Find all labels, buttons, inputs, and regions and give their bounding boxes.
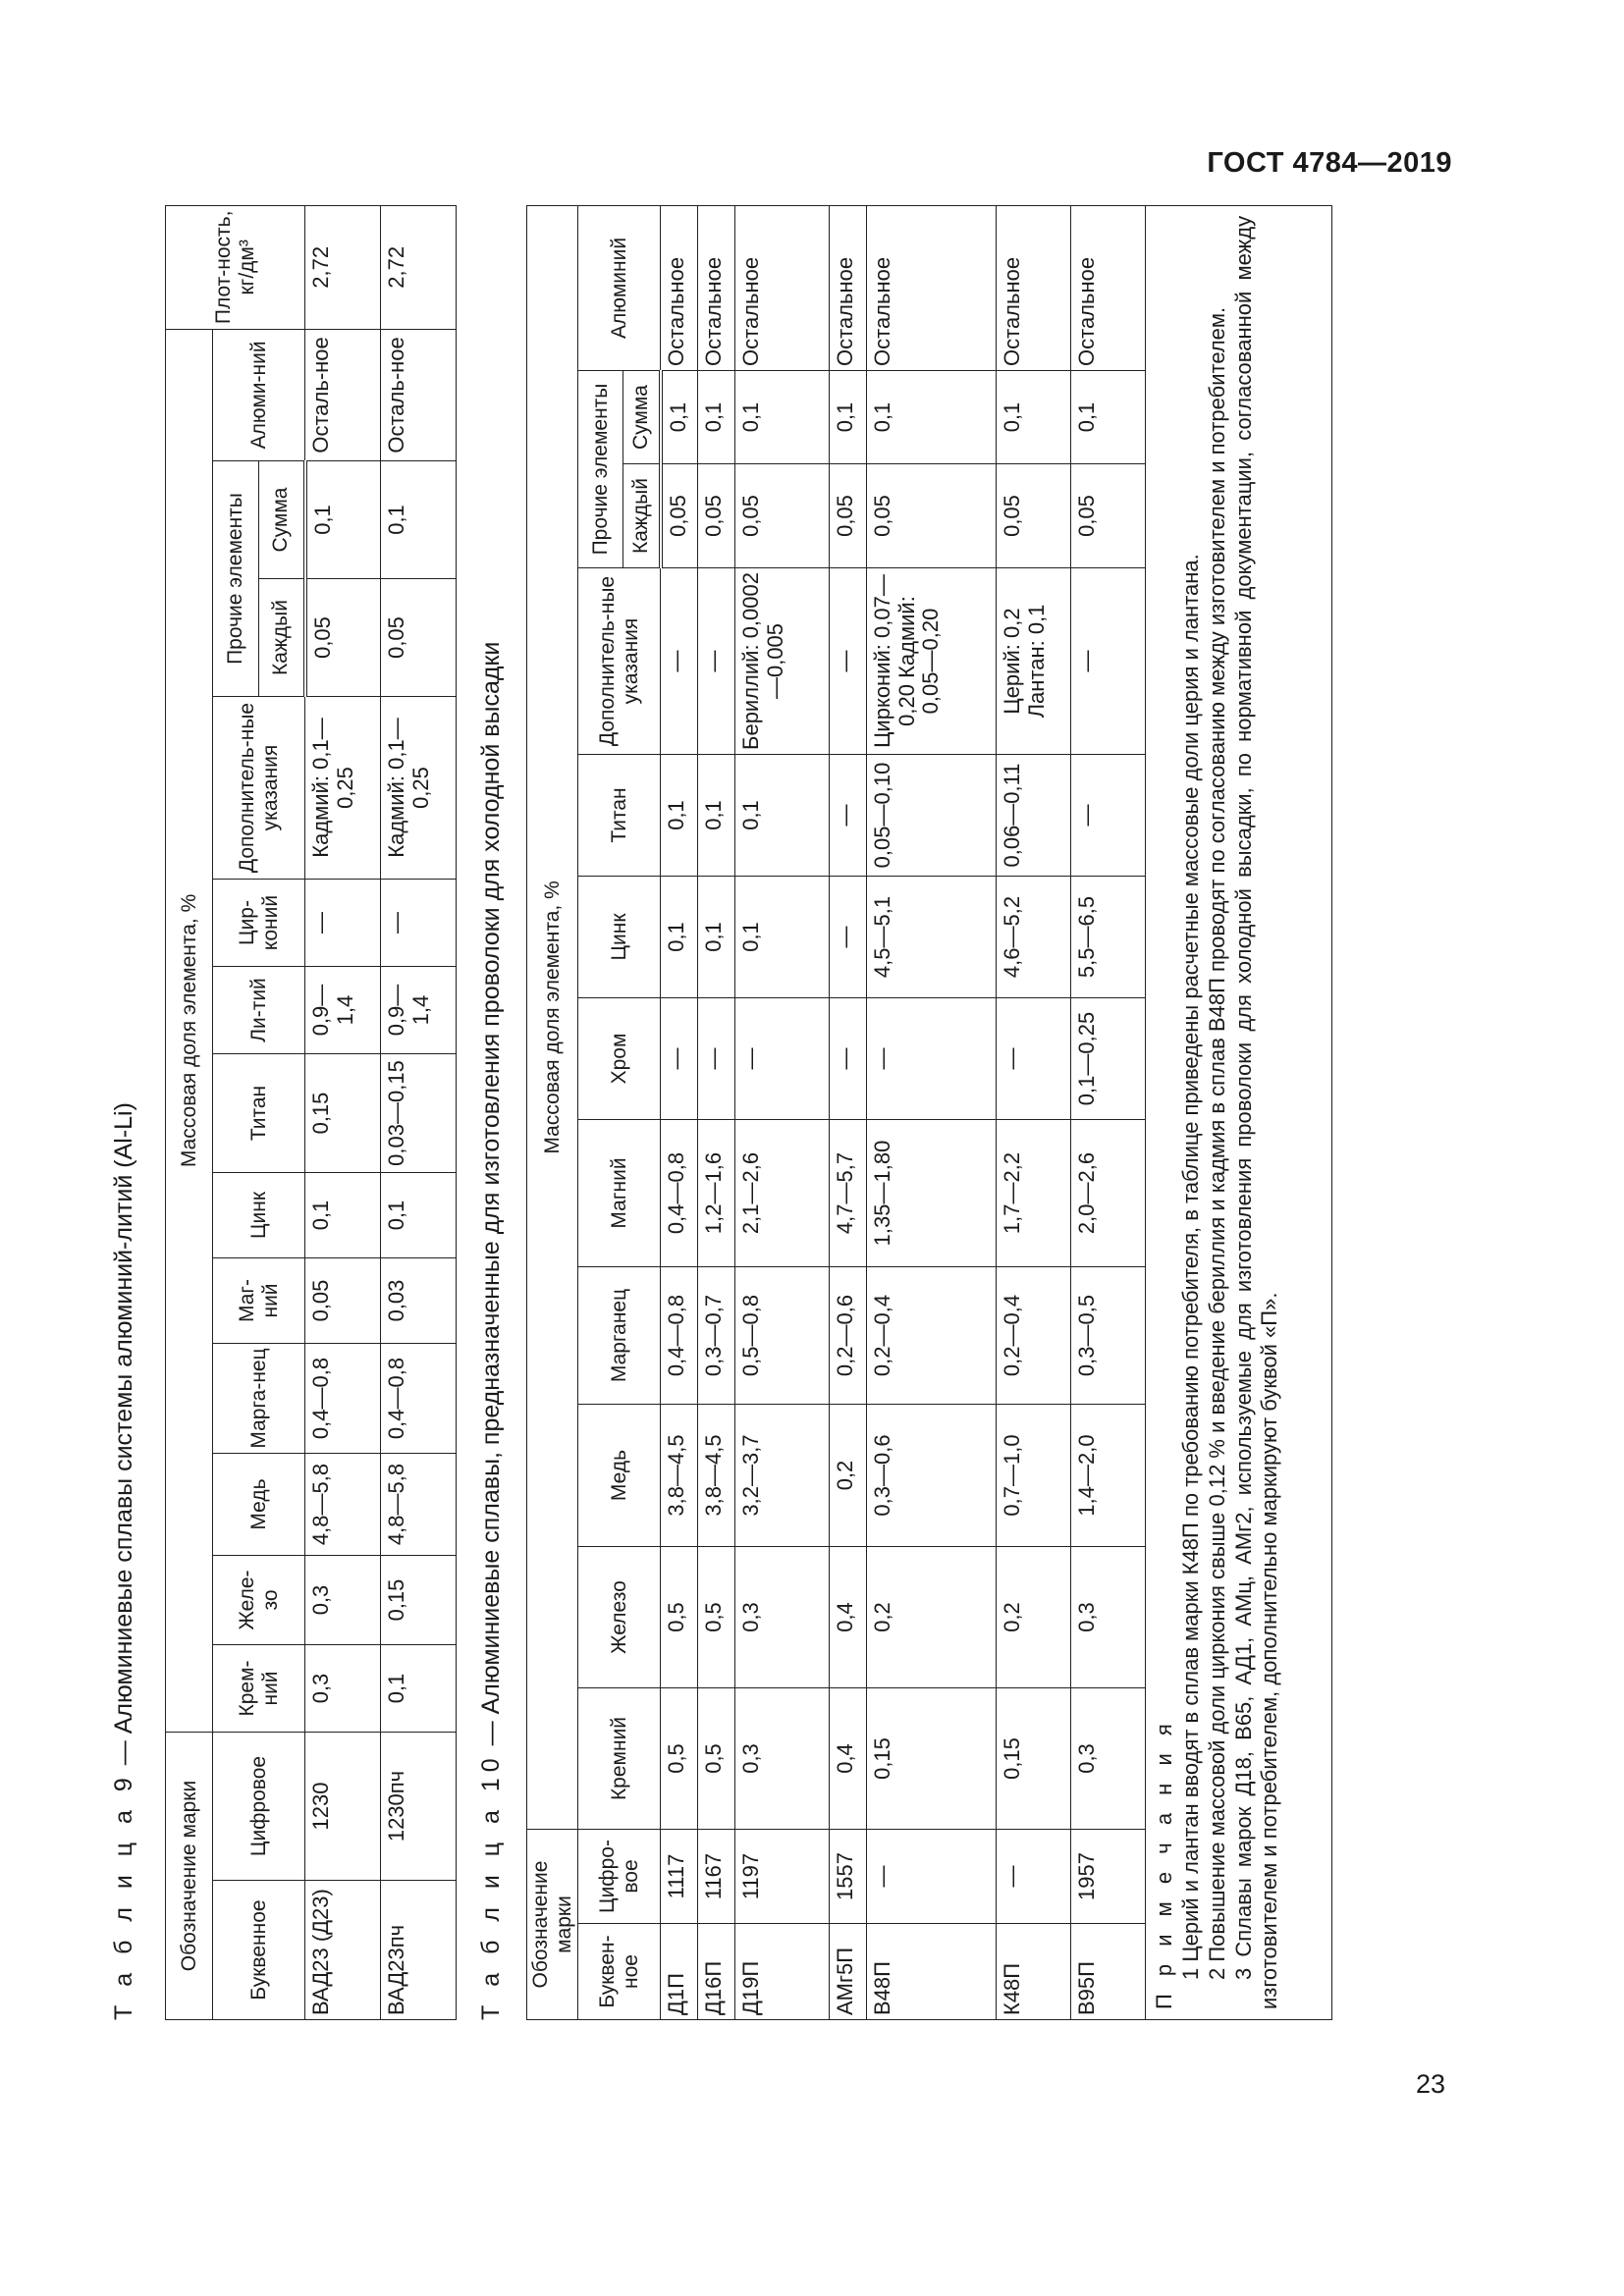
table-cell: Остальное — [997, 205, 1071, 370]
table-cell: 0,5 — [661, 1547, 698, 1688]
table-cell: Осталь-ное — [381, 329, 457, 460]
table9-element-header: Титан — [213, 1054, 305, 1173]
table9-other-elements-header: Прочие элементы — [213, 461, 259, 697]
table10-aluminum-header: Алюминий — [578, 205, 661, 370]
table10-caption-text: — Алюминиевые сплавы, предназначенные для изготовления проволоки для холодной высадки — [477, 641, 505, 1753]
table-cell: 0,4 — [830, 1688, 867, 1830]
table-cell: 0,1 — [305, 461, 381, 579]
table-cell: 0,2 — [830, 1405, 867, 1547]
table-cell: К48П — [997, 1924, 1071, 2020]
table-cell: — — [830, 568, 867, 755]
table-cell: 2,72 — [381, 205, 457, 329]
table-cell: 0,1 — [305, 1173, 381, 1258]
table10-digital-header: Цифро-вое — [578, 1830, 661, 1924]
table-cell: Осталь-ное — [305, 329, 381, 460]
table-cell: 0,2—0,4 — [867, 1267, 997, 1405]
table-cell: 0,05 — [867, 464, 997, 568]
table-cell: 1167 — [698, 1830, 735, 1924]
table10 — [526, 205, 1332, 2020]
table-cell: Остальное — [1071, 205, 1146, 370]
table-cell: 0,2 — [997, 1547, 1071, 1688]
table-cell: АМг5П — [830, 1924, 867, 2020]
table-cell: — — [997, 1830, 1071, 1924]
table-cell: 0,4 — [830, 1547, 867, 1688]
table-cell: 4,7—5,7 — [830, 1120, 867, 1267]
table10-element-header: Цинк — [578, 877, 661, 998]
table10-element-header: Титан — [578, 755, 661, 877]
table-cell: Остальное — [735, 205, 830, 370]
table10-designation-header: Обозначение марки — [527, 1830, 578, 2020]
table9-each-header: Каждый — [259, 579, 305, 697]
table9-designation-header: Обозначение марки — [166, 1733, 213, 2020]
table-cell: ВАД23 (Д23) — [305, 1881, 381, 2020]
table-cell: Церий: 0,2 Лантан: 0,1 — [997, 568, 1071, 755]
table-cell: 0,1 — [698, 755, 735, 877]
table-cell: 1230 — [305, 1733, 381, 1881]
table9-mass-fraction-header: Массовая доля элемента, % — [166, 329, 213, 1732]
table-cell: 0,7—1,0 — [997, 1405, 1071, 1547]
table10-caption — [479, 642, 504, 2020]
table-cell: 0,5 — [661, 1688, 698, 1830]
table-cell: 0,3—0,7 — [698, 1267, 735, 1405]
table9-caption — [112, 1102, 136, 2020]
table-cell: Остальное — [867, 205, 997, 370]
table-cell: 0,15 — [381, 1556, 457, 1645]
table-cell: 3,8—4,5 — [661, 1405, 698, 1547]
table-cell: 0,4—0,8 — [305, 1344, 381, 1454]
table-row — [661, 205, 698, 2019]
table-cell: 0,3 — [735, 1688, 830, 1830]
table-cell: ВАД23пч — [381, 1881, 457, 2020]
table-row — [1071, 205, 1146, 2019]
table10-element-header: Медь — [578, 1405, 661, 1547]
table-cell: — — [661, 998, 698, 1120]
table10-sum-header: Сумма — [623, 371, 661, 464]
table-cell: 0,05 — [830, 464, 867, 568]
table-cell: 0,3 — [305, 1556, 381, 1645]
table-cell: Д16П — [698, 1924, 735, 2020]
table9-element-header: Цир-коний — [213, 880, 305, 967]
table-cell: 0,05 — [997, 464, 1071, 568]
table-cell: 0,1 — [830, 371, 867, 464]
table-cell: Кадмий: 0,1—0,25 — [381, 697, 457, 880]
table10-element-header: Железо — [578, 1547, 661, 1688]
table-cell: 0,4—0,8 — [381, 1344, 457, 1454]
notes-heading: П р и м е ч а н и я — [1152, 1718, 1177, 2009]
table-cell: 0,1 — [661, 755, 698, 877]
note-item: 3 Сплавы марок Д18, В65, АД1, АМц, АМг2, используемые для изготовления проволоки для холодной высадки, по нормативной документации, согласованной между изготовителем и потребителем, дополнительно маркируют буквой «П». — [1230, 215, 1282, 2009]
table-cell: — — [698, 998, 735, 1120]
table9-element-header: Марга-нец — [213, 1344, 305, 1454]
table-cell: 0,05 — [735, 464, 830, 568]
table-cell: 0,1—0,25 — [1071, 998, 1146, 1120]
table-cell: — — [867, 998, 997, 1120]
table-cell: 0,05 — [305, 579, 381, 697]
table-cell: 0,05—0,10 — [867, 755, 997, 877]
table-cell: В48П — [867, 1924, 997, 2020]
table-cell: 0,15 — [867, 1688, 997, 1830]
table9-density-header: Плот-ность, кг/дм³ — [166, 205, 305, 329]
table-cell: 1117 — [661, 1830, 698, 1924]
table-cell: 0,1 — [661, 877, 698, 998]
table-cell: — — [735, 998, 830, 1120]
table9-sum-header: Сумма — [259, 461, 305, 579]
table-cell: — — [1071, 755, 1146, 877]
table-cell: 0,05 — [381, 579, 457, 697]
table-cell: 0,15 — [305, 1054, 381, 1173]
table-cell: 3,8—4,5 — [698, 1405, 735, 1547]
table9-element-header: Ли-тий — [213, 967, 305, 1054]
table-row — [698, 205, 735, 2019]
table-cell: — — [305, 880, 381, 967]
table10-element-header: Кремний — [578, 1688, 661, 1830]
table-cell: 0,1 — [381, 1645, 457, 1733]
table9-letter-header: Буквенное — [213, 1881, 305, 2020]
table-cell: В95П — [1071, 1924, 1146, 2020]
table-cell: Остальное — [661, 205, 698, 370]
table9-digital-header: Цифровое — [213, 1733, 305, 1881]
table-cell: — — [830, 877, 867, 998]
table9-caption-label: Т а б л и ц а 9 — [110, 1772, 137, 2020]
table-cell: 0,2—0,4 — [997, 1267, 1071, 1405]
table10-mass-fraction-header: Массовая доля элемента, % — [527, 205, 578, 1829]
table-cell: 2,0—2,6 — [1071, 1120, 1146, 1267]
table9-caption-text: — Алюминиевые сплавы системы алюминий-литий (Al-Li) — [110, 1102, 137, 1773]
table9-element-header: Цинк — [213, 1173, 305, 1258]
table10-element-header: Хром — [578, 998, 661, 1120]
table-cell: Остальное — [698, 205, 735, 370]
document-header: ГОСТ 4784—2019 — [1207, 147, 1452, 179]
table-cell: 0,05 — [305, 1258, 381, 1344]
table-cell: 0,3—0,6 — [867, 1405, 997, 1547]
table-row — [867, 205, 997, 2019]
table-cell: — — [661, 568, 698, 755]
table-cell: 0,1 — [381, 461, 457, 579]
table9-element-header: Маг-ний — [213, 1258, 305, 1344]
table-cell: Бериллий: 0,0002—0,005 — [735, 568, 830, 755]
table-cell: 0,4—0,8 — [661, 1120, 698, 1267]
table-cell: 0,1 — [867, 371, 997, 464]
table-cell: 0,3 — [1071, 1547, 1146, 1688]
table-cell: 1230пч — [381, 1733, 457, 1881]
table9 — [165, 205, 457, 2020]
table-cell: Остальное — [830, 205, 867, 370]
table-cell: 1,7—2,2 — [997, 1120, 1071, 1267]
table10-letter-header: Буквен-ное — [578, 1924, 661, 2020]
table10-each-header: Каждый — [623, 464, 661, 568]
table-cell: 0,9—1,4 — [381, 967, 457, 1054]
table-cell: 0,2—0,6 — [830, 1267, 867, 1405]
table-cell: — — [830, 755, 867, 877]
table-cell: 0,3 — [1071, 1688, 1146, 1830]
table-cell: 5,5—6,5 — [1071, 877, 1146, 998]
table10-element-header: Марганец — [578, 1267, 661, 1405]
note-item: 2 Повышение массовой доли циркония свыше 0,12 % и введение бериллия и кадмия в сплав В48П проводят по согласованию между изготовителем и потребителем. — [1204, 306, 1229, 1980]
table-cell: 0,06—0,11 — [997, 755, 1071, 877]
table-cell: Д1П — [661, 1924, 698, 2020]
table-row — [305, 205, 381, 2019]
table9-aluminum-header: Алюми-ний — [213, 329, 305, 460]
table-cell: 4,6—5,2 — [997, 877, 1071, 998]
table-cell: 0,2 — [867, 1547, 997, 1688]
table-cell: 0,05 — [661, 464, 698, 568]
table-cell: — — [1071, 568, 1146, 755]
table-cell: 0,1 — [698, 371, 735, 464]
table-cell: 0,1 — [698, 877, 735, 998]
table-cell: 1957 — [1071, 1830, 1146, 1924]
table-cell: — — [830, 998, 867, 1120]
table-row — [997, 205, 1071, 2019]
table9-additional-header: Дополнитель-ные указания — [213, 697, 305, 880]
table-cell: 0,3—0,5 — [1071, 1267, 1146, 1405]
table-cell: Д19П — [735, 1924, 830, 2020]
table-cell: 0,05 — [1071, 464, 1146, 568]
table-cell: 3,2—3,7 — [735, 1405, 830, 1547]
table-cell: 0,1 — [381, 1173, 457, 1258]
table-cell: 0,3 — [735, 1547, 830, 1688]
table10-notes — [1146, 205, 1332, 2019]
table-cell: 0,05 — [698, 464, 735, 568]
table-cell: 0,5 — [698, 1688, 735, 1830]
table-cell: Кадмий: 0,1—0,25 — [305, 697, 381, 880]
note-item: 1 Церий и лантан вводят в сплав марки К48П по требованию потребителя, в таблице приведены расчетные массовые доли церия и лантана. — [1177, 554, 1203, 1980]
table-cell: 2,72 — [305, 205, 381, 329]
table-row — [735, 205, 830, 2019]
table-cell: 0,15 — [997, 1688, 1071, 1830]
table-cell: 1,35—1,80 — [867, 1120, 997, 1267]
table-cell: 2,1—2,6 — [735, 1120, 830, 1267]
table-cell: — — [698, 568, 735, 755]
table-cell: 1197 — [735, 1830, 830, 1924]
table-cell: 0,03—0,15 — [381, 1054, 457, 1173]
table-cell: 1,4—2,0 — [1071, 1405, 1146, 1547]
table-cell: 0,1 — [997, 371, 1071, 464]
table-cell: 0,1 — [735, 755, 830, 877]
table10-element-header: Магний — [578, 1120, 661, 1267]
table-cell: 0,1 — [661, 371, 698, 464]
table9-element-header: Желе-зо — [213, 1556, 305, 1645]
table-cell: 0,9—1,4 — [305, 967, 381, 1054]
table-cell: 4,8—5,8 — [381, 1454, 457, 1556]
table-cell: 0,5—0,8 — [735, 1267, 830, 1405]
table-row — [381, 205, 457, 2019]
table-cell: 0,3 — [305, 1645, 381, 1733]
table-cell: 4,5—5,1 — [867, 877, 997, 998]
table-cell: — — [381, 880, 457, 967]
table-cell: 4,8—5,8 — [305, 1454, 381, 1556]
page-number: 23 — [1415, 2069, 1445, 2099]
table9-element-header: Медь — [213, 1454, 305, 1556]
table-cell: 0,1 — [735, 371, 830, 464]
table-cell: — — [867, 1830, 997, 1924]
table-cell: 0,4—0,8 — [661, 1267, 698, 1405]
table-cell: 0,5 — [698, 1547, 735, 1688]
table-cell: Цирконий: 0,07—0,20 Кадмий: 0,05—0,20 — [867, 568, 997, 755]
table-cell: — — [997, 998, 1071, 1120]
table-cell: 0,1 — [735, 877, 830, 998]
table-cell: 1557 — [830, 1830, 867, 1924]
table-cell: 0,1 — [1071, 371, 1146, 464]
table9-element-header: Крем-ний — [213, 1645, 305, 1733]
table-row — [830, 205, 867, 2019]
table10-additional-header: Дополнитель-ные указания — [578, 568, 661, 755]
table10-other-elements-header: Прочие элементы — [578, 371, 623, 568]
table-cell: 0,03 — [381, 1258, 457, 1344]
table10-caption-label: Т а б л и ц а 10 — [477, 1752, 505, 2020]
table-cell: 1,2—1,6 — [698, 1120, 735, 1267]
